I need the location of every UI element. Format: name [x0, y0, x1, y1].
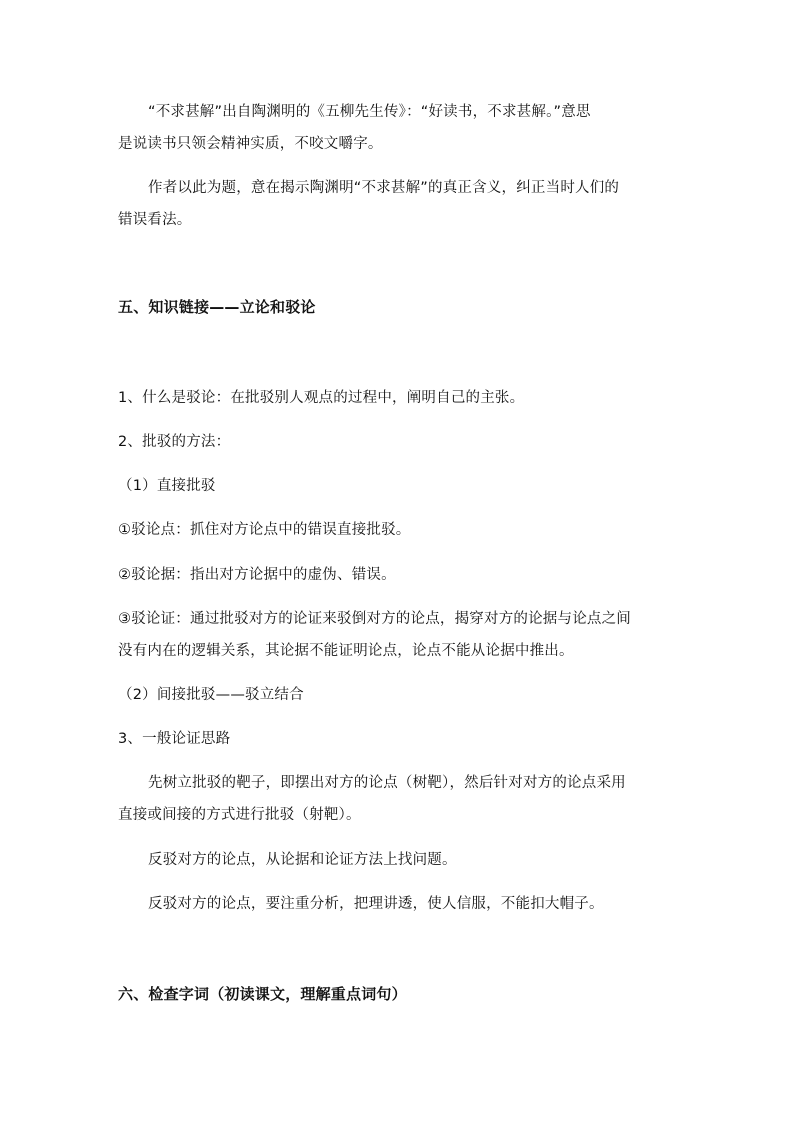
intro-paragraph-1-line-1: “不求甚解”出自陶渊明的《五柳先生传》：“好读书，不求甚解。”意思	[148, 104, 591, 120]
section-5-heading: 五、知识链接——立论和驳论	[118, 298, 316, 316]
intro-paragraph-2-line-2: 错误看法。	[118, 212, 192, 228]
reasoning-paragraph-1-line-2: 直接或间接的方式进行批驳（射靶）。	[118, 807, 361, 823]
section-6-heading: 六、检查字词（初读课文，理解重点词句）	[118, 985, 407, 1003]
method-refute-reasoning-line-2: 没有内在的逻辑关系，其论据不能证明论点，论点不能从论据中推出。	[118, 643, 574, 659]
section-5-item-3: 3、一般论证思路	[118, 731, 231, 747]
section-5-item-1: 1、什么是驳论：在批驳别人观点的过程中，阐明自己的主张。	[118, 390, 525, 406]
section-5-subheading-2: （2）间接批驳——驳立结合	[118, 687, 304, 703]
intro-paragraph-1-line-2: 是说读书只领会精神实质，不咬文嚼字。	[118, 136, 383, 152]
reasoning-paragraph-1-line-1: 先树立批驳的靶子，即摆出对方的论点（树靶），然后针对对方的论点采用	[148, 775, 626, 791]
method-refute-evidence: ②驳论据：指出对方论据中的虚伪、错误。	[118, 567, 396, 583]
reasoning-paragraph-2: 反驳对方的论点，从论据和论证方法上找问题。	[148, 852, 457, 868]
section-5-item-2: 2、批驳的方法：	[118, 434, 231, 450]
intro-paragraph-2-line-1: 作者以此为题，意在揭示陶渊明“不求甚解”的真正含义，纠正当时人们的	[148, 180, 620, 196]
method-refute-argument: ①驳论点：抓住对方论点中的错误直接批驳。	[118, 522, 411, 538]
reasoning-paragraph-3: 反驳对方的论点，要注重分析，把理讲透，使人信服，不能扣大帽子。	[148, 896, 604, 912]
method-refute-reasoning-line-1: ③驳论证：通过批驳对方的论证来驳倒对方的论点，揭穿对方的论据与论点之间	[118, 611, 631, 627]
section-5-subheading-1: （1）直接批驳	[118, 478, 216, 494]
